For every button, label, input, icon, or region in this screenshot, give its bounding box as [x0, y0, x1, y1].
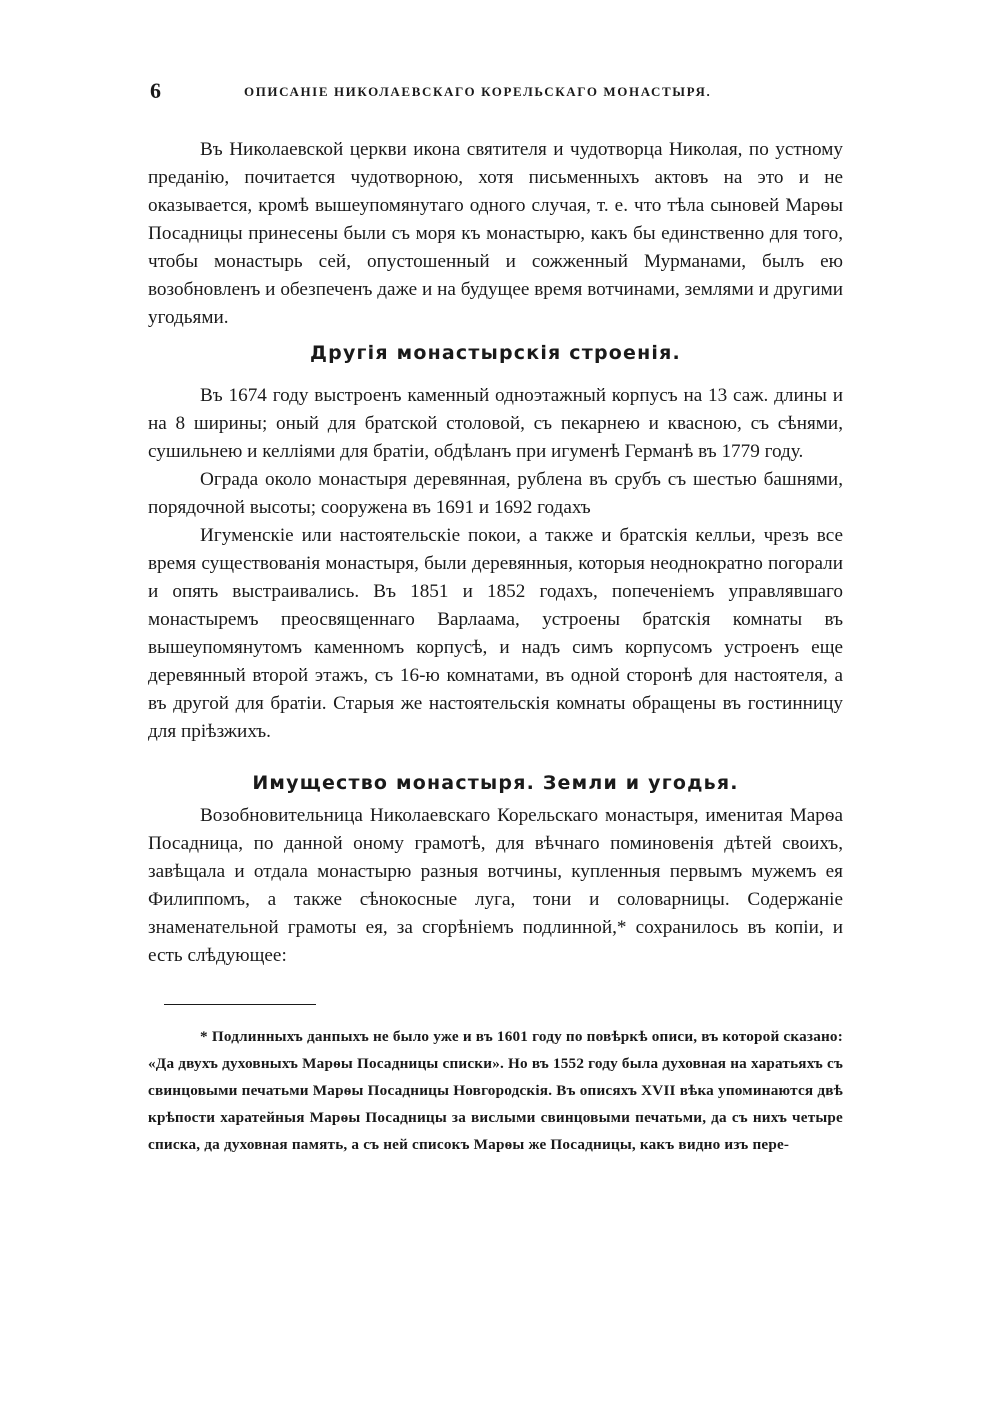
- footnote-divider: [164, 1004, 316, 1005]
- running-head: [148, 72, 843, 106]
- page-number: 6: [150, 78, 161, 103]
- section-heading-property: Имущество монастыря. Земли и угодья.: [252, 772, 739, 794]
- property-paragraph-1: Возобновительница Николаевскаго Корельскаго монастыря, именитая Марѳа Посадница, по данной оному грамотѣ, для вѣчнаго поминовенія дѣтей своихъ, завѣщала и отдала монастырю разныя вотчины, купленныя первымъ мужемъ ея Филиппомъ, а также сѣнокосные луга, тони и соловарницы. Содержаніе знаменательной грамоты ея, за сгорѣніемъ подлинной,* сохранилось въ копіи, и есть слѣдующее:: [148, 805, 843, 966]
- footnote: * Подлинныхъ данпыхъ не было уже и въ 1601 году по повѣркѣ описи, въ которой сказано: «Да двухъ духовныхъ Марѳы Посадницы списки». Но въ 1552 году была духовная на харатьяхъ съ свинцовыми печатьми Марѳы Посадницы Новгородскія. Въ описяхъ XVII вѣка упоминаются двѣ крѣпости харатейныя Марѳы Посадницы за вислыми свинцовыми печатьми, да съ нихъ четыре списка, да духовная память, а съ ней списокъ Марѳы же Посадницы, какъ видно изъ пере-: [148, 1028, 843, 1153]
- section-heading-buildings: Другія монастырскія строенія.: [310, 342, 681, 364]
- buildings-paragraph-2: Ограда около монастыря деревянная, рублена въ срубъ съ шестью башнями, порядочной высоты; сооружена въ 1691 и 1692 годахъ: [148, 469, 843, 518]
- buildings-paragraph-3: Игуменскіе или настоятельскіе покои, а также и братскія келльи, чрезъ все время существованія монастыря, были деревянныя, которыя неоднократно погорали и опять выстраивались. Въ 1851 и 1852 годахъ, попеченіемъ управлявшаго монастыремъ преосвященнаго Варлаама, устроены братскія комнаты въ вышеупомянутомъ каменномъ корпусѣ, и надъ симъ корпусомъ устроенъ еще деревянный второй этажъ, съ 16-ю комнатами, въ одной сторонѣ для настоятеля, а въ другой для братіи. Старыя же настоятельскія комнаты обращены въ гостинницу для пріѣзжихъ.: [148, 525, 843, 742]
- buildings-paragraph-1: Въ 1674 году выстроенъ каменный одноэтажный корпусъ на 13 саж. длины и на 8 ширины; оный для братской столовой, съ пекарнею и квасною, съ сѣнями, сушильнею и келліями для братіи, обдѣланъ при игуменѣ Германѣ въ 1779 году.: [148, 385, 843, 462]
- running-head-title: ОПИСАНІЕ НИКОЛАЕВСКАГО КОРЕЛЬСКАГО МОНАСТЫРЯ.: [244, 84, 712, 99]
- book-page: [148, 72, 843, 1158]
- intro-paragraph: Въ Николаевской церкви икона святителя и чудотворца Николая, по устному преданію, почитается чудотворною, хотя письменныхъ актовъ на это и не оказывается, кромѣ вышеупомянутаго одного случая, т. е. что тѣла сыновей Марѳы Посадницы принесены были съ моря къ монастырю, какъ бы единственно для того, чтобы монастырь сей, опустошенный и сожженный Мурманами, былъ ею возобновленъ и обезпеченъ даже и на будущее время вотчинами, землями и другими угодьями.: [148, 139, 843, 328]
